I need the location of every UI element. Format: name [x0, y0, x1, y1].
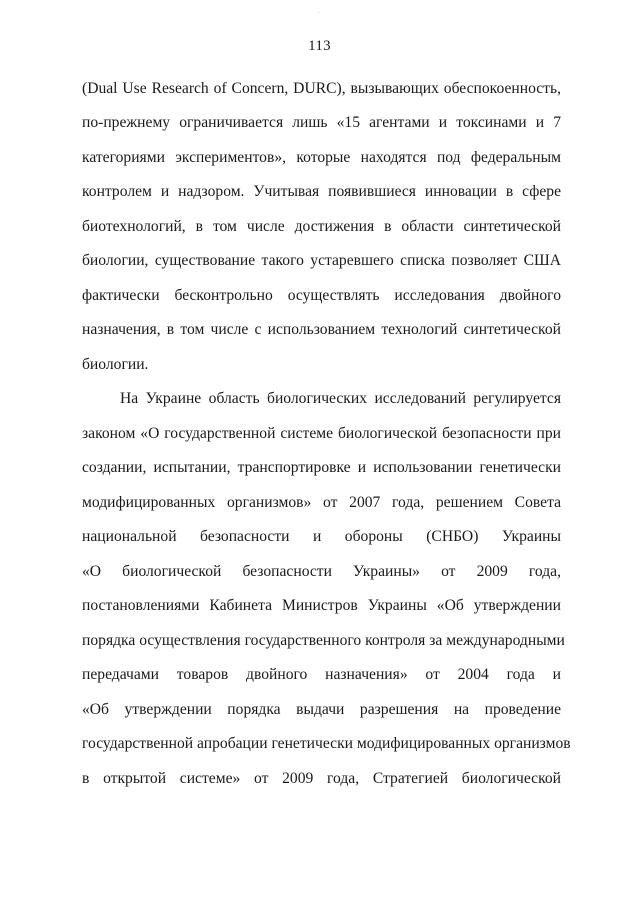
text-line: по-прежнему ограничивается лишь «15 агентами и токсинами и 7 — [82, 114, 561, 131]
text-line: в открытой системе» от 2009 года, Стратегией биологической — [82, 770, 561, 787]
text-line: постановлениями Кабинета Министров Украины «Об утверждении — [82, 597, 561, 614]
text-line: (Dual Use Research of Concern, DURC), вызывающих обеспокоенность, — [82, 80, 561, 97]
text-line: назначения, в том числе с использованием технологий синтетической — [82, 321, 561, 338]
text-line: модифицированных организмов» от 2007 года, решением Совета — [82, 494, 561, 511]
text-line: государственной апробации генетически модифицированных организмов — [82, 735, 571, 752]
text-line: категориями экспериментов», которые находятся под федеральным — [82, 149, 561, 166]
text-line: национальной безопасности и обороны (СНБО) Украины — [82, 528, 561, 545]
text-line: законом «О государственной системе биологической безопасности при — [82, 425, 561, 442]
text-line: порядка осуществления государственного контроля за международными — [82, 632, 565, 649]
text-line: биологии. — [82, 356, 149, 373]
text-line: «Об утверждении порядка выдачи разрешения на проведение — [82, 701, 561, 718]
text-line: фактически бесконтрольно осуществлять исследования двойного — [82, 287, 561, 304]
text-line: создании, испытании, транспортировке и использовании генетически — [82, 459, 561, 476]
paragraph-first-line: На Украине область биологических исследований регулируется — [120, 390, 561, 407]
text-line: «О биологической безопасности Украины» от 2009 года, — [82, 563, 561, 580]
text-line: контролем и надзором. Учитывая появившиеся инновации в сфере — [82, 183, 561, 200]
text-line: биологии, существование такого устаревшего списка позволяет США — [82, 252, 561, 269]
text-line: биотехнологий, в том числе достижения в области синтетической — [82, 218, 561, 235]
text-line: передачами товаров двойного назначения» от 2004 года и — [82, 666, 561, 683]
page-number: 113 — [308, 38, 331, 54]
scan-speck — [318, 12, 319, 13]
